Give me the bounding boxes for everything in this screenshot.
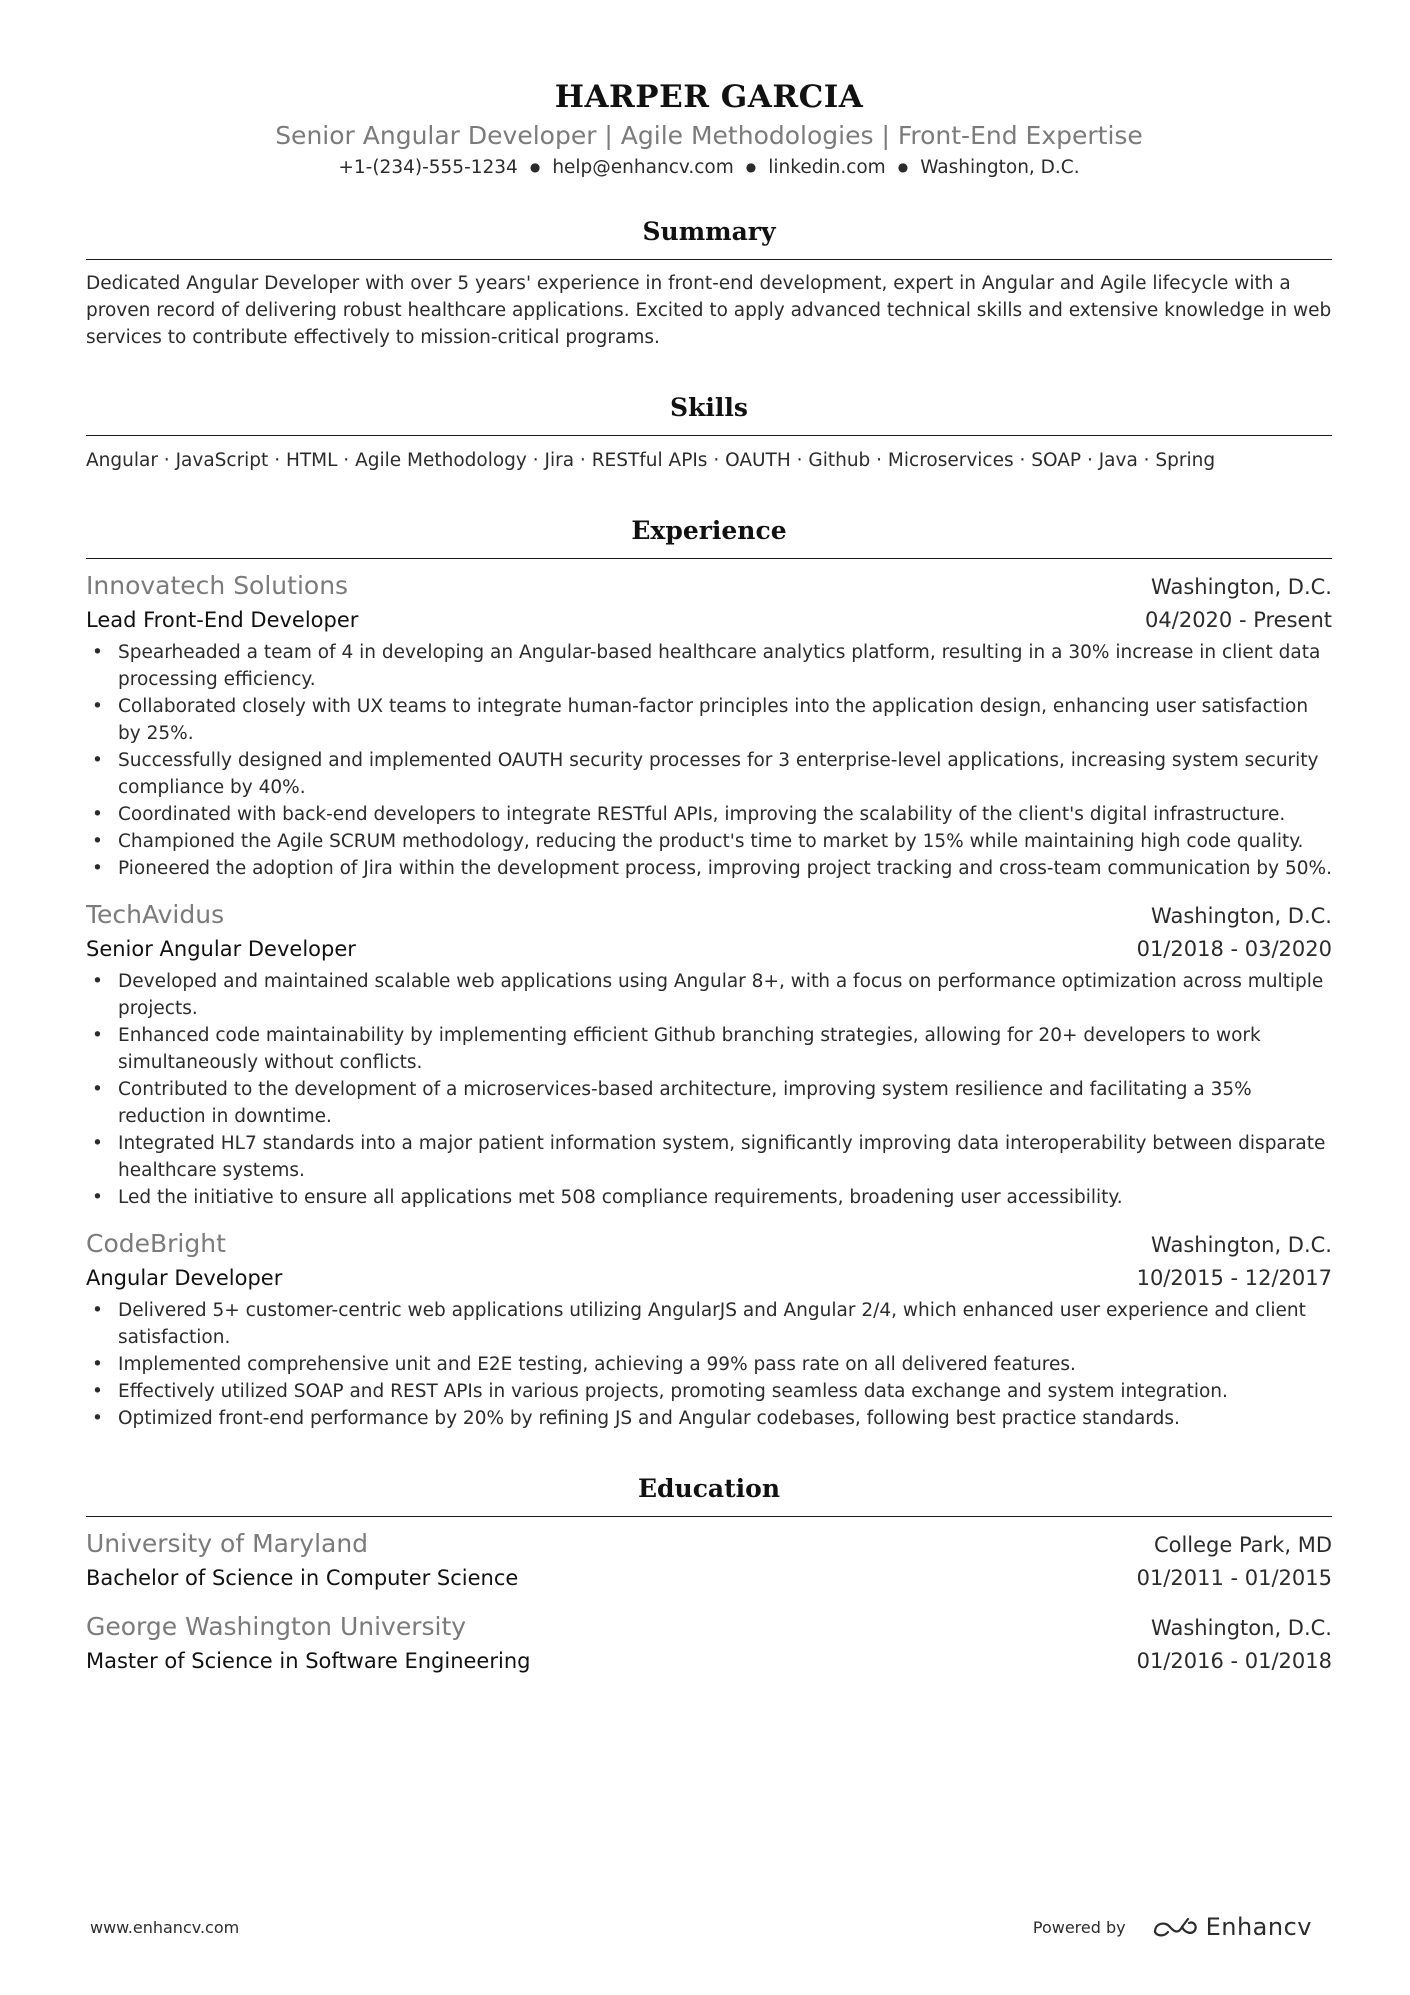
degree-name: Bachelor of Science in Computer Science <box>86 1566 519 1590</box>
achievement-item: • Developed and maintained scalable web applications using Angular 8+, with a focus on performance optimization across multiple projects. <box>86 968 1332 1022</box>
bullet-icon: • <box>92 1079 103 1100</box>
achievement-item: • Pioneered the adoption of Jira within the development process, improving project tracking and cross-team communication by 50%. <box>86 855 1332 882</box>
bullet-separator-icon: ● <box>745 160 757 174</box>
powered-by-label: Powered by <box>1032 1917 1126 1937</box>
achievement-item: • Enhanced code maintainability by implementing efficient Github branching strategies, allowing for 20+ developers to work simultaneously without conflicts. <box>86 1022 1332 1076</box>
job-title: Senior Angular Developer <box>86 937 356 961</box>
bullet-icon: • <box>92 642 103 663</box>
section-title-education: Education <box>86 1472 1332 1517</box>
bullet-icon: • <box>92 1381 103 1402</box>
bullet-icon: • <box>92 1408 103 1429</box>
resume-page <box>86 0 1332 1677</box>
achievement-list <box>86 1297 1332 1432</box>
contact-email: help@enhancv.com <box>552 157 734 178</box>
education-entry <box>86 1610 1332 1677</box>
job-location: Washington, D.C. <box>1151 904 1332 928</box>
school-name: George Washington University <box>86 1612 467 1641</box>
education-section <box>86 1472 1332 1677</box>
school-location: College Park, MD <box>1153 1533 1332 1557</box>
enhancv-logo-icon <box>1152 1915 1198 1939</box>
contact-linkedin: linkedin.com <box>768 157 886 178</box>
bullet-icon: • <box>92 831 103 852</box>
achievement-item: • Successfully designed and implemented OAUTH security processes for 3 enterprise-level applications, increasing system security compliance by 40%. <box>86 747 1332 801</box>
contact-line <box>86 154 1332 183</box>
enhancv-brand-name: Enhancv <box>1205 1913 1312 1941</box>
company-name: Innovatech Solutions <box>86 571 349 600</box>
job-location: Washington, D.C. <box>1151 1233 1332 1257</box>
bullet-icon: • <box>92 1300 103 1321</box>
company-name: CodeBright <box>86 1229 226 1258</box>
achievement-item: • Collaborated closely with UX teams to integrate human-factor principles into the application design, enhancing user satisfaction by 25%. <box>86 693 1332 747</box>
degree-name: Master of Science in Software Engineering <box>86 1649 531 1673</box>
job-title: Lead Front-End Developer <box>86 608 359 632</box>
candidate-name: HARPER GARCIA <box>554 79 864 115</box>
bullet-icon: • <box>92 1187 103 1208</box>
achievement-item: • Implemented comprehensive unit and E2E testing, achieving a 99% pass rate on all delivered features. <box>86 1351 1332 1378</box>
job-location: Washington, D.C. <box>1151 575 1332 599</box>
achievement-list <box>86 639 1332 882</box>
school-location: Washington, D.C. <box>1151 1616 1332 1640</box>
achievement-item: • Effectively utilized SOAP and REST APIs in various projects, promoting seamless data exchange and system integration. <box>86 1378 1332 1405</box>
education-entry <box>86 1527 1332 1594</box>
candidate-tagline: Senior Angular Developer | Agile Methodologies | Front-End Expertise <box>275 121 1143 150</box>
summary-section <box>86 215 1332 351</box>
achievement-item: • Championed the Agile SCRUM methodology, reducing the product's time to market by 15% while maintaining high code quality. <box>86 828 1332 855</box>
resume-header <box>86 0 1332 183</box>
skills-section <box>86 391 1332 474</box>
skills-list: Angular · JavaScript · HTML · Agile Methodology · Jira · RESTful APIs · OAUTH · Github · Microservices · SOAP · Java · Spring <box>86 450 1216 471</box>
powered-by-badge[interactable] <box>1033 1913 1312 1941</box>
achievement-item: • Contributed to the development of a microservices-based architecture, improving system resilience and facilitating a 35% reduction in downtime. <box>86 1076 1332 1130</box>
bullet-icon: • <box>92 971 103 992</box>
job-dates: 04/2020 - Present <box>1145 608 1332 632</box>
job-dates: 10/2015 - 12/2017 <box>1136 1266 1332 1290</box>
job-dates: 01/2018 - 03/2020 <box>1136 937 1332 961</box>
bullet-icon: • <box>92 858 103 879</box>
company-name: TechAvidus <box>86 900 225 929</box>
contact-phone: +1-(234)-555-1234 <box>338 157 518 178</box>
school-name: University of Maryland <box>86 1529 369 1558</box>
footer-website-link[interactable]: www.enhancv.com <box>90 1917 240 1937</box>
bullet-icon: • <box>92 696 103 717</box>
section-title-skills: Skills <box>86 391 1332 436</box>
bullet-icon: • <box>92 1354 103 1375</box>
contact-location: Washington, D.C. <box>920 157 1080 178</box>
education-dates: 01/2011 - 01/2015 <box>1136 1566 1332 1590</box>
bullet-icon: • <box>92 1133 103 1154</box>
experience-section <box>86 514 1332 1432</box>
achievement-item: • Delivered 5+ customer-centric web applications utilizing AngularJS and Angular 2/4, which enhanced user experience and client satisfaction. <box>86 1297 1332 1351</box>
experience-entry <box>86 1227 1332 1432</box>
section-title-experience: Experience <box>86 514 1332 559</box>
bullet-icon: • <box>92 1025 103 1046</box>
bullet-icon: • <box>92 750 103 771</box>
achievement-item: • Spearheaded a team of 4 in developing an Angular-based healthcare analytics platform, resulting in a 30% increase in client data processing efficiency. <box>86 639 1332 693</box>
bullet-separator-icon: ● <box>897 160 909 174</box>
job-title: Angular Developer <box>86 1266 283 1290</box>
achievement-list <box>86 968 1332 1211</box>
achievement-item: • Led the initiative to ensure all applications met 508 compliance requirements, broadening user accessibility. <box>86 1184 1332 1211</box>
bullet-separator-icon: ● <box>529 160 541 174</box>
achievement-item: • Coordinated with back-end developers to integrate RESTful APIs, improving the scalability of the client's digital infrastructure. <box>86 801 1332 828</box>
bullet-icon: • <box>92 804 103 825</box>
summary-text: Dedicated Angular Developer with over 5 years' experience in front-end development, expert in Angular and Agile lifecycle with a proven record of delivering robust healthcare applications. Excited to apply advanced technical skills and extensive knowledge in web services to contribute effectively to mission-critical programs. <box>86 273 1332 348</box>
education-dates: 01/2016 - 01/2018 <box>1136 1649 1332 1673</box>
achievement-item: • Integrated HL7 standards into a major patient information system, significantly improving data interoperability between disparate healthcare systems. <box>86 1130 1332 1184</box>
experience-entry <box>86 569 1332 882</box>
page-footer <box>90 1913 1312 1941</box>
experience-entry <box>86 898 1332 1211</box>
section-title-summary: Summary <box>86 215 1332 260</box>
achievement-item: • Optimized front-end performance by 20% by refining JS and Angular codebases, following best practice standards. <box>86 1405 1332 1432</box>
